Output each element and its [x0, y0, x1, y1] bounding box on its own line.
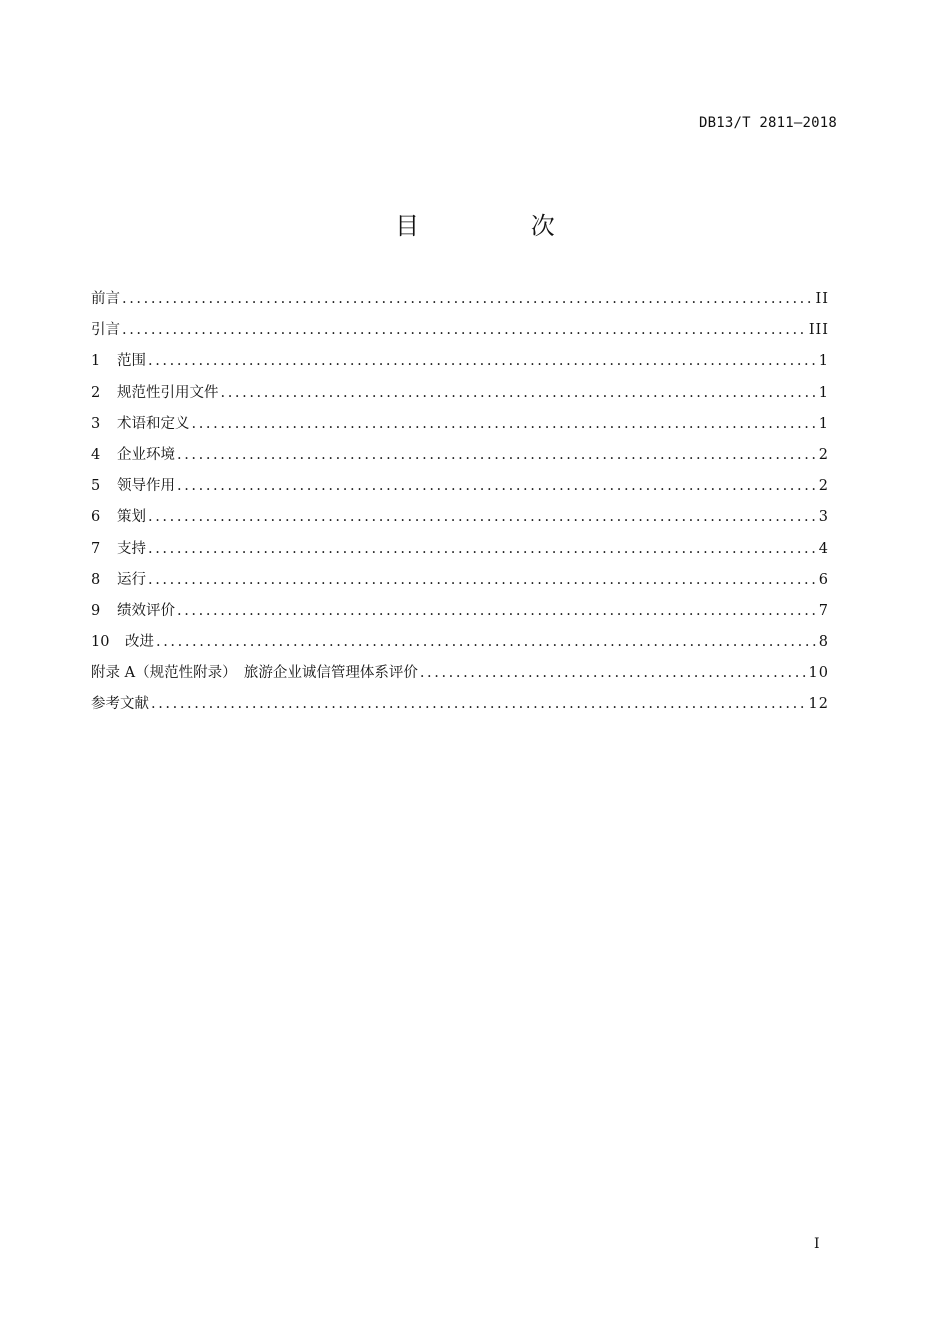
toc-number: 4: [91, 446, 101, 463]
toc-label: 规范性引用文件: [117, 384, 219, 401]
toc-number: 6: [91, 509, 101, 526]
toc-page: 8: [818, 634, 829, 651]
toc-entry-planning[interactable]: [91, 505, 829, 536]
toc-page: 4: [818, 540, 829, 557]
toc-entry-scope[interactable]: [91, 349, 829, 380]
toc-entry-introduction[interactable]: [91, 318, 829, 349]
toc-label: 绩效评价: [117, 602, 175, 619]
toc-entry-normative-references[interactable]: [91, 381, 829, 412]
toc-number: 3: [91, 415, 101, 432]
toc-page: 3: [818, 509, 829, 526]
toc-page: 1: [818, 384, 829, 401]
toc-label: 策划: [117, 509, 146, 526]
toc-entry-annex-a[interactable]: [91, 661, 829, 692]
toc-label: 运行: [117, 571, 146, 588]
toc-label: 支持: [117, 540, 146, 557]
toc-label: 企业环境: [117, 446, 175, 463]
toc-leader: [177, 478, 817, 494]
toc-entry-operation[interactable]: [91, 568, 829, 599]
toc-label: 改进: [125, 634, 154, 651]
toc-leader: [148, 509, 817, 525]
toc-label: 引言: [91, 322, 120, 339]
toc-leader: [151, 696, 807, 712]
toc-label: 术语和定义: [117, 415, 190, 432]
toc-leader: [420, 665, 807, 681]
toc-page: 2: [818, 478, 829, 495]
toc-entry-leadership[interactable]: [91, 474, 829, 505]
toc-label: 附录 A（规范性附录） 旅游企业诚信管理体系评价: [91, 665, 418, 682]
toc-label: 范围: [117, 353, 146, 370]
toc-page: 1: [818, 353, 829, 370]
toc-entry-terms-definitions[interactable]: [91, 412, 829, 443]
toc-page: III: [808, 322, 829, 339]
toc-page: 10: [808, 665, 829, 682]
toc-label: 前言: [91, 291, 120, 307]
table-of-contents: [91, 287, 829, 724]
page-title: 目 次: [395, 212, 607, 240]
toc-leader: [192, 416, 817, 432]
toc-number: 8: [91, 571, 101, 588]
toc-label: 领导作用: [117, 478, 175, 495]
page-number: I: [814, 1236, 820, 1252]
toc-entry-support[interactable]: [91, 537, 829, 568]
toc-page: II: [815, 291, 829, 307]
toc-number: 7: [91, 540, 101, 557]
toc-number: 10: [91, 634, 110, 651]
toc-number: 9: [91, 602, 101, 619]
toc-page: 7: [818, 602, 829, 619]
toc-entry-foreword[interactable]: [91, 287, 829, 318]
toc-entry-performance-evaluation[interactable]: [91, 599, 829, 630]
toc-page: 12: [808, 696, 829, 713]
toc-number: 1: [91, 353, 101, 370]
toc-page: 6: [818, 571, 829, 588]
toc-leader: [177, 447, 817, 463]
toc-label: 参考文献: [91, 696, 149, 713]
toc-entry-enterprise-environment[interactable]: [91, 443, 829, 474]
toc-number: 5: [91, 478, 101, 495]
toc-leader: [148, 572, 817, 588]
toc-page: 2: [818, 446, 829, 463]
toc-number: 2: [91, 384, 101, 401]
toc-leader: [122, 291, 814, 307]
toc-leader: [148, 353, 817, 369]
toc-entry-bibliography[interactable]: [91, 692, 829, 723]
toc-entry-improvement[interactable]: [91, 630, 829, 661]
toc-leader: [122, 322, 807, 338]
toc-page: 1: [818, 415, 829, 432]
toc-leader: [148, 541, 817, 557]
toc-leader: [221, 385, 817, 401]
toc-leader: [177, 603, 817, 619]
document-code: DB13/T 2811—2018: [698, 115, 837, 131]
toc-leader: [156, 634, 817, 650]
